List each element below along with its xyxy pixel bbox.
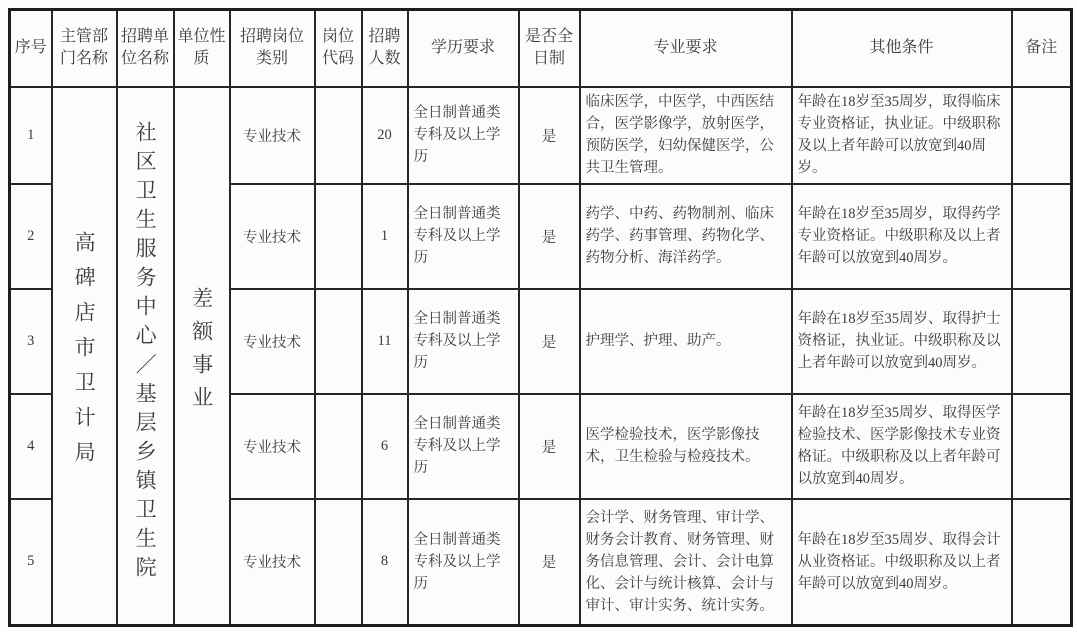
cell-remark xyxy=(1012,289,1072,394)
cell-major: 会计学、财务管理、审计学、财务会计教育、财务管理、财务信息管理、会计、会计电算化、会计与统计核算、会计与审计、审计实务、统计实务。 xyxy=(580,499,792,626)
header-recruiting-unit: 招聘单位名称 xyxy=(117,10,174,87)
cell-unit-nature xyxy=(174,87,230,626)
cell-count: 11 xyxy=(362,289,408,394)
header-fulltime: 是否全日制 xyxy=(519,10,580,87)
cell-fulltime: 是 xyxy=(519,184,580,289)
cell-fulltime: 是 xyxy=(519,394,580,499)
cell-code xyxy=(315,499,362,626)
cell-remark xyxy=(1012,394,1072,499)
unit-nature-vertical-label: 差额事业 xyxy=(189,287,214,420)
table-header-row xyxy=(10,10,1072,87)
cell-other: 年龄在18岁至35周岁，取得药学专业资格证。中级职称及以上者年龄可以放宽到40周岁。 xyxy=(792,184,1012,289)
cell-remark xyxy=(1012,184,1072,289)
header-position-code: 岗位代码 xyxy=(315,10,362,87)
header-position-category: 招聘岗位类别 xyxy=(230,10,315,87)
cell-other: 年龄在18岁至35周岁、取得护士资格证，执业证。中级职称及以上者年龄可以放宽到40周岁。 xyxy=(792,289,1012,394)
cell-other: 年龄在18岁至35周岁、取得会计从业资格证。中级职称及以上者年龄可以放宽到40周岁。 xyxy=(792,499,1012,626)
cell-fulltime: 是 xyxy=(519,499,580,626)
cell-code xyxy=(315,87,362,184)
cell-code xyxy=(315,394,362,499)
cell-code xyxy=(315,289,362,394)
cell-seq: 2 xyxy=(10,184,52,289)
cell-remark xyxy=(1012,499,1072,626)
cell-unit xyxy=(117,87,174,626)
cell-education: 全日制普通类专科及以上学历 xyxy=(408,184,519,289)
cell-other: 年龄在18岁至35周岁，取得临床专业资格证，执业证。中级职称及以上者年龄可以放宽到40周岁。 xyxy=(792,87,1012,184)
cell-department xyxy=(52,87,117,626)
cell-category: 专业技术 xyxy=(230,499,315,626)
cell-count: 1 xyxy=(362,184,408,289)
cell-education: 全日制普通类专科及以上学历 xyxy=(408,499,519,626)
cell-major: 临床医学，中医学，中西医结合，医学影像学，放射医学，预防医学，妇幼保健医学，公共卫生管理。 xyxy=(580,87,792,184)
cell-other: 年龄在18岁至35周岁、取得医学检验技术、医学影像技术专业资格证。中级职称及以上者年龄可以放宽到40周岁。 xyxy=(792,394,1012,499)
cell-major: 医学检验技术，医学影像技术，卫生检验与检疫技术。 xyxy=(580,394,792,499)
cell-code xyxy=(315,184,362,289)
header-education-requirement: 学历要求 xyxy=(408,10,519,87)
cell-count: 8 xyxy=(362,499,408,626)
header-major-requirement: 专业要求 xyxy=(580,10,792,87)
cell-fulltime: 是 xyxy=(519,87,580,184)
table-row xyxy=(10,87,1072,184)
cell-remark xyxy=(1012,87,1072,184)
cell-major: 护理学、护理、助产。 xyxy=(580,289,792,394)
cell-education: 全日制普通类专科及以上学历 xyxy=(408,394,519,499)
cell-major: 药学、中药、药物制剂、临床药学、药事管理、药物化学、药物分析、海洋药学。 xyxy=(580,184,792,289)
cell-seq: 5 xyxy=(10,499,52,626)
header-supervising-department: 主管部门名称 xyxy=(52,10,117,87)
cell-education: 全日制普通类专科及以上学历 xyxy=(408,87,519,184)
header-other-conditions: 其他条件 xyxy=(792,10,1012,87)
cell-category: 专业技术 xyxy=(230,394,315,499)
cell-education: 全日制普通类专科及以上学历 xyxy=(408,289,519,394)
cell-seq: 4 xyxy=(10,394,52,499)
header-recruit-count: 招聘人数 xyxy=(362,10,408,87)
cell-seq: 3 xyxy=(10,289,52,394)
header-unit-nature: 单位性质 xyxy=(174,10,230,87)
cell-fulltime: 是 xyxy=(519,289,580,394)
cell-count: 20 xyxy=(362,87,408,184)
recruitment-position-table xyxy=(8,8,1073,627)
cell-category: 专业技术 xyxy=(230,289,315,394)
department-vertical-label: 高碑店市卫计局 xyxy=(72,230,97,476)
cell-count: 6 xyxy=(362,394,408,499)
cell-category: 专业技术 xyxy=(230,184,315,289)
unit-vertical-label: 社区卫生服务中心／基层乡镇卫生院 xyxy=(133,121,158,586)
header-serial-number: 序号 xyxy=(10,10,52,87)
cell-category: 专业技术 xyxy=(230,87,315,184)
header-remarks: 备注 xyxy=(1012,10,1072,87)
cell-seq: 1 xyxy=(10,87,52,184)
